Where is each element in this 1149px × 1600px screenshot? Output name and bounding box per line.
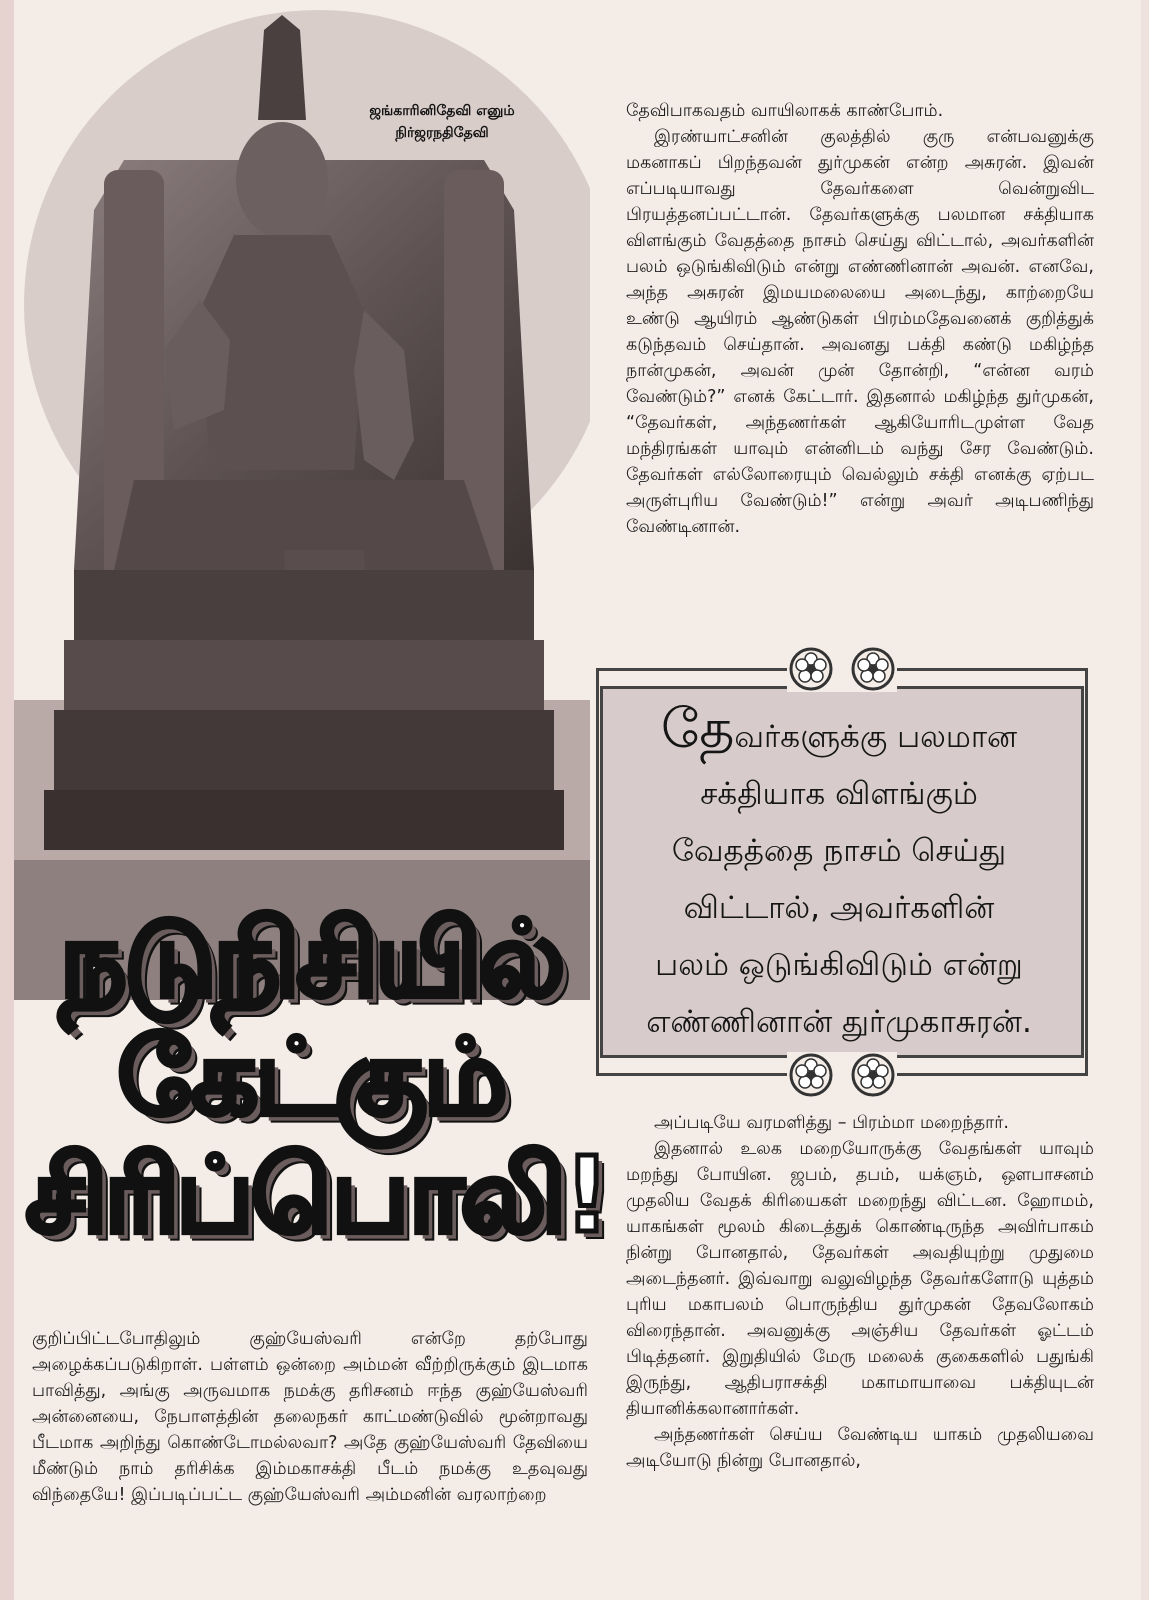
goddess-statue-photo: [14, 0, 590, 1000]
quote-line-2: சக்தியாக விளங்கும்: [700, 776, 978, 812]
paragraph: இதனால் உலக மறையோருக்கு வேதங்கள் யாவும் மறந்து போயின. ஜபம், தபம், யக்ஞம், ஔபாசனம் முதலிய வேதக் கிரியைகள் மறைந்து விட்டன. ஹோமம், யாகங்கள் மூலம் கிடைத்துக் கொண்டிருந்த அவிர்பாகம் நின்று போனதால், தேவர்கள் அவதியுற்று முதுமை அடைந்தனர். இவ்வாறு வலுவிழந்த தேவர்களோடு யுத்தம் புரிய மகாபலம் பொருந்திய துர்முகன் தேவலோகம் விரைந்தான். அவனுக்கு அஞ்சிய தேவர்கள் ஓட்டம் பிடித்தனர். இறுதியில் மேரு மலைக் குகைகளில் பதுங்கி இருந்து, ஆதிபராசக்தி மகாமாயாவை பக்தியுடன் தியானிக்கலானார்கள்.: [626, 1139, 1094, 1419]
paragraph: குறிப்பிட்டபோதிலும் குஹ்யேஸ்வரி என்றே தற்போது அழைக்கப்படுகிறாள். பள்ளம் ஒன்றை அம்மன் வீற்றிருக்கும் இடமாக பாவித்து, அங்கு அருவமாக நமக்கு தரிசனம் ஈந்த குஹ்யேஸ்வரி அன்னையை, நேபாளத்தின் தலைநகர் காட்மண்டுவில் மூன்றாவது பீடமாக அறிந்து கொண்டோமல்லவா? அதே குஹ்யேஸ்வரி தேவியை மீண்டும் நாம் தரிசிக்க இம்மகாசக்தி பீடம் நமக்கு உதவுவது விந்தையே! இப்படிப்பட்ட குஹ்யேஸ்வரி அம்மனின் வரலாற்றை: [32, 1329, 588, 1505]
flower-ornament-bottom: [787, 1052, 897, 1098]
quote-line-5: பலம் ஒடுங்கிவிடும் என்று: [655, 947, 1023, 983]
flower-icon: [787, 647, 835, 691]
quote-line-6: எண்ணினான் துர்முகாசுரன்.: [646, 1004, 1032, 1040]
quote-dropcap: தே: [660, 697, 735, 760]
title-line-2: கேட்கும்: [117, 1016, 505, 1138]
quote-line-3: வேதத்தை நாசம் செய்து: [671, 833, 1007, 869]
page-right-edge: [1141, 0, 1149, 1600]
title-line-3: சிரிப்பொலி!: [26, 1134, 608, 1256]
flower-icon: [787, 1053, 835, 1097]
paragraph: தேவிபாகவதம் வாயிலாகக் காண்போம்.: [626, 101, 944, 121]
paragraph: அந்தணர்கள் செய்ய வேண்டிய யாகம் முதலியவை அடியோடு நின்று போனதால்,: [626, 1425, 1094, 1471]
page-left-edge: [0, 0, 14, 1600]
caption-line-2: நிர்ஜரநதிதேவி: [395, 125, 489, 141]
caption-line-1: ஜங்காரினிதேவி எனும்: [369, 103, 515, 119]
paragraph: அப்படியே வரமளித்து – பிரம்மா மறைந்தார்.: [654, 1113, 1009, 1133]
photo-caption: [330, 100, 554, 144]
right-column-top: [626, 98, 1094, 540]
quote-line-1-text: வர்களுக்கு பலமான: [734, 719, 1018, 755]
quote-line-4: விட்டால், அவர்களின்: [683, 890, 995, 926]
article-title: [26, 898, 608, 1256]
flower-ornament-top: [787, 646, 897, 692]
flower-icon: [849, 647, 897, 691]
right-column-bottom: [626, 1110, 1094, 1474]
paragraph: இரண்யாட்சனின் குலத்தில் குரு என்பவனுக்கு மகனாகப் பிறந்தவன் துர்முகன் என்ற அசுரன். இவன் எப்படியாவது தேவர்களை வென்றுவிட பிரயத்தனப்பட்டான். தேவர்களுக்கு பலமான சக்தியாக விளங்கும் வேதத்தை நாசம் செய்து விட்டால், அவர்களின் பலம் ஒடுங்கிவிடும் என்று எண்ணினான் அவன். எனவே, அந்த அசுரன் இமயமலையை அடைந்து, காற்றையே உண்டு ஆயிரம் ஆண்டுகள் பிரம்மதேவனைக் குறித்துக் கடுந்தவம் செய்தான். அவனது பக்தி கண்டு மகிழ்ந்த நான்முகன், அவன் முன் தோன்றி, “என்ன வரம் வேண்டும்?” எனக் கேட்டார். இதனால் மகிழ்ந்த துர்முகன், “தேவர்கள், அந்தணர்கள் ஆகியோரிடமுள்ள வேத மந்திரங்கள் யாவும் என்னிடம் வந்து சேர வேண்டும். தேவர்கள் எல்லோரையும் வெல்லும் சக்தி எனக்கு ஏற்பட அருள்புரிய வேண்டும்!” என்று அவர் அடிபணிந்து வேண்டினான்.: [626, 127, 1094, 537]
flower-icon: [849, 1053, 897, 1097]
pull-quote-text: [612, 697, 1066, 1051]
title-line-1: நடுநிசியில்: [59, 898, 563, 1020]
quote-line-1: [612, 697, 1066, 766]
left-column-bottom: [32, 1326, 588, 1508]
